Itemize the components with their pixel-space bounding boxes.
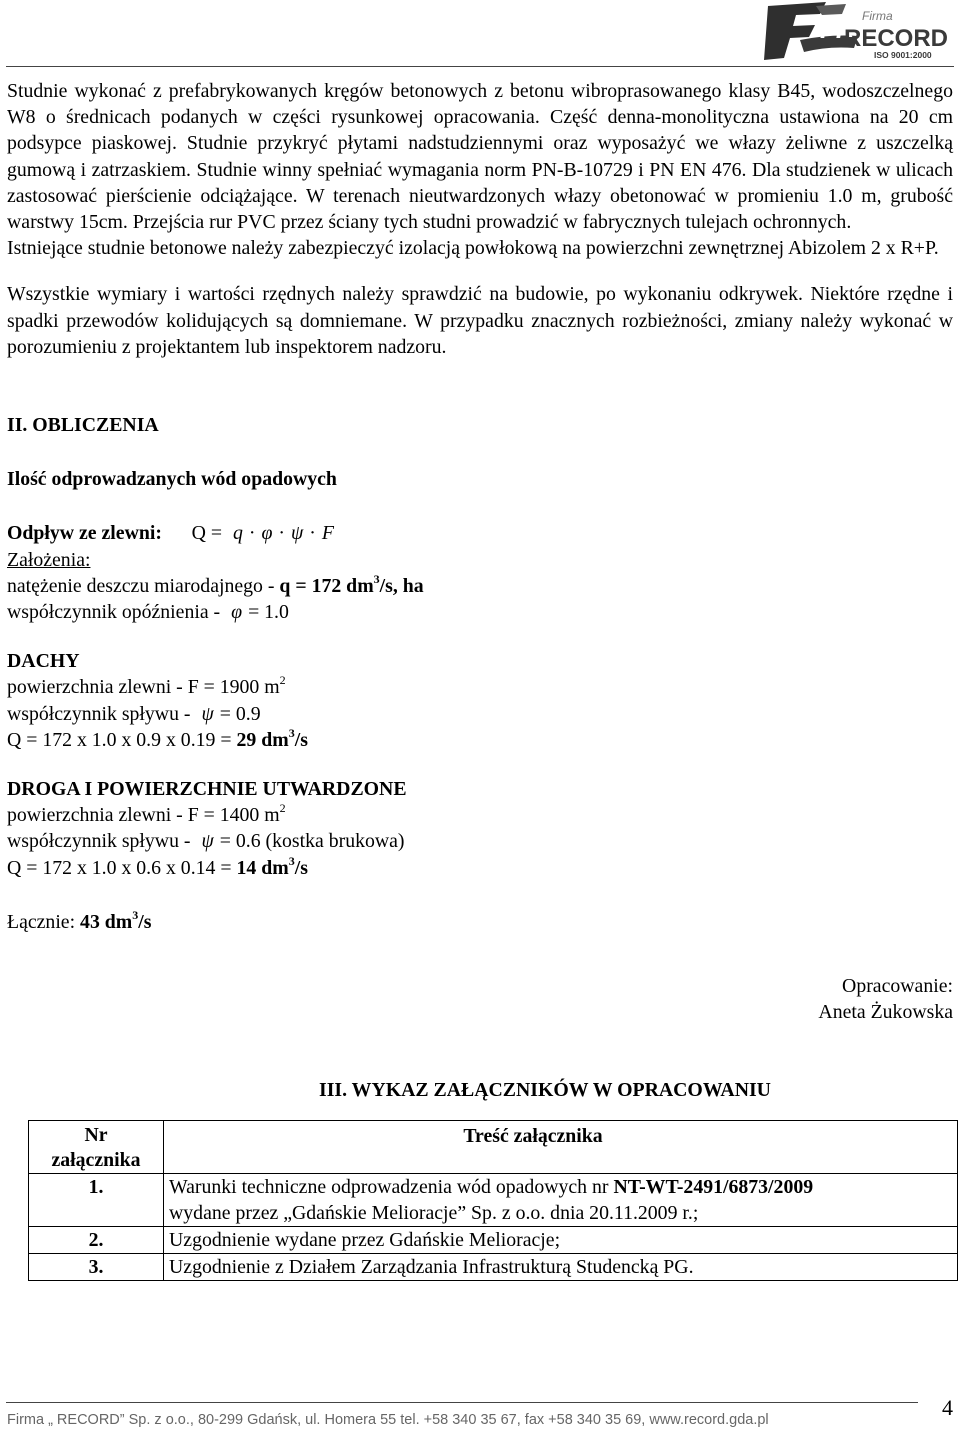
- document-body: [7, 78, 953, 1281]
- assumptions-label: Założenia:: [7, 548, 91, 571]
- col-desc-header: Treść załącznika: [164, 1120, 958, 1173]
- paragraph-insulation: Istniejące studnie betonowe należy zabezpieczyć izolacją powłokową na powierzchni zewnętrznej Abizolem 2 x R+P.: [7, 237, 939, 260]
- roofs-calc-line: Q = 172 x 1.0 x 0.9 x 0.19 = 29 $dm^3/s$: [7, 725, 308, 751]
- roads-runoff-line: współczynnik spływu - ψ = 0.6 (kostka brukowa): [7, 830, 405, 853]
- logo-name-text: RECORD: [844, 25, 949, 52]
- roofs-area-line: powierzchnia zlewni - F = 1900 $m^2$: [7, 673, 286, 699]
- outflow-formula: Odpływ ze zlewni: Q = q · φ · ψ · F: [7, 522, 334, 545]
- formula-q: q: [232, 522, 243, 545]
- table-row: 3. Uzgodnienie z Działem Zarządzania Infrastrukturą Studencką PG.: [29, 1253, 958, 1280]
- roofs-title: DACHY: [7, 650, 80, 673]
- company-logo: [760, 0, 956, 66]
- roads-calc-line: Q = 172 x 1.0 x 0.6 x 0.14 = 14 $dm^3/s$: [7, 853, 308, 879]
- rain-intensity-value: q = 172 $dm^3/s$, ha: [279, 571, 424, 597]
- formula-f: F: [321, 522, 334, 545]
- header-divider: [6, 66, 954, 67]
- footer-divider: [6, 1402, 918, 1403]
- total-line: Łącznie: 43 $dm^3/s$: [7, 907, 152, 933]
- formula-phi: φ: [261, 522, 273, 545]
- col-nr-header: Nr załącznika: [29, 1120, 164, 1173]
- record-logo-graphic: [760, 0, 956, 66]
- table-row: 1. Warunki techniczne odprowadzenia wód opadowych nr NT-WT-2491/6873/2009 wydane przez „Gdańskie Melioracje” Sp. z o.o. dnia 20.11.2009 r.;: [29, 1173, 958, 1226]
- delay-coefficient-line: współczynnik opóźnienia - φ = 1.0: [7, 601, 289, 624]
- table-row: 2. Uzgodnienie wydane przez Gdańskie Melioracje;: [29, 1226, 958, 1253]
- table-header-row: [29, 1120, 958, 1173]
- outflow-label: Odpływ ze zlewni:: [7, 522, 162, 545]
- roofs-runoff-line: współczynnik spływu - ψ = 0.9: [7, 702, 261, 725]
- attachments-table: [28, 1120, 958, 1281]
- footer-text: Firma „ RECORD” Sp. z o.o., 80-299 Gdańsk, ul. Homera 55 tel. +58 340 35 67, fax +58 340 35 69, www.record.gda.pl: [7, 1412, 769, 1428]
- row-1-desc: Warunki techniczne odprowadzenia wód opadowych nr NT-WT-2491/6873/2009 wydane przez „Gdańskie Melioracje” Sp. z o.o. dnia 20.11.2009 r.;: [164, 1173, 958, 1226]
- section-3-title: III. WYKAZ ZAŁĄCZNIKÓW W OPRACOWANIU: [319, 1079, 771, 1102]
- rain-intensity-line: natężenie deszczu miarodajnego - q = 172 $dm^3/s$, ha: [7, 571, 424, 597]
- prepared-name: Aneta Żukowska: [818, 1001, 953, 1024]
- paragraph-wells: Studnie wykonać z prefabrykowanych kręgów betonowych z betonu wibroprasowanego klasy B45, wodoszczelnego W8 o średnicach podanych w części rysunkowej opracowania. Część denna-monolityczna ustawiona na 20 cm podsypce piaskowej. Studnie przykryć płytami nadstudziennymi oraz wyposażyć we włazy żeliwne z uszczelką gumową i zatrzaskiem. Studnie winny spełniać wymagania norm PN-B-10729 i PN EN 476. Dla studzienek w ulicach zastosować pierścienie odciążające. W terenach nieutwardzonych włazy obetonować w promieniu 1.0 m, grubość warstwy 15cm. Przejścia rur PVC przez ściany tych studni prowadzić w fabrycznych tulejach ochronnych.: [7, 80, 953, 234]
- formula-lhs: Q =: [191, 522, 222, 545]
- roads-title: DROGA I POWIERZCHNIE UTWARDZONE: [7, 778, 407, 801]
- section-2-subtitle: Ilość odprowadzanych wód opadowych: [7, 468, 337, 491]
- roads-area-line: powierzchnia zlewni - F = 1400 $m^2$: [7, 801, 286, 827]
- logo-mark-text: FR: [820, 14, 855, 44]
- section-2-title: II. OBLICZENIA: [7, 414, 159, 437]
- page-number: 4: [942, 1395, 953, 1420]
- formula-psi: ψ: [290, 522, 304, 545]
- logo-firma-text: Firma: [862, 9, 893, 23]
- row-3-desc: Uzgodnienie z Działem Zarządzania Infrastrukturą Studencką PG.: [164, 1253, 958, 1280]
- prepared-label: Opracowanie:: [842, 975, 953, 998]
- logo-iso-text: ISO 9001:2000: [874, 50, 932, 60]
- paragraph-dimensions: Wszystkie wymiary i wartości rzędnych należy sprawdzić na budowie, po wykonaniu odkrywek. Niektóre rzędne i spadki przewodów kolidujących są domniemane. W przypadku znacznych rozbieżności, zmiany należy wykonać w porozumieniu z projektantem lub inspektorem nadzoru.: [7, 283, 953, 358]
- row-2-desc: Uzgodnienie wydane przez Gdańskie Melioracje;: [164, 1226, 958, 1253]
